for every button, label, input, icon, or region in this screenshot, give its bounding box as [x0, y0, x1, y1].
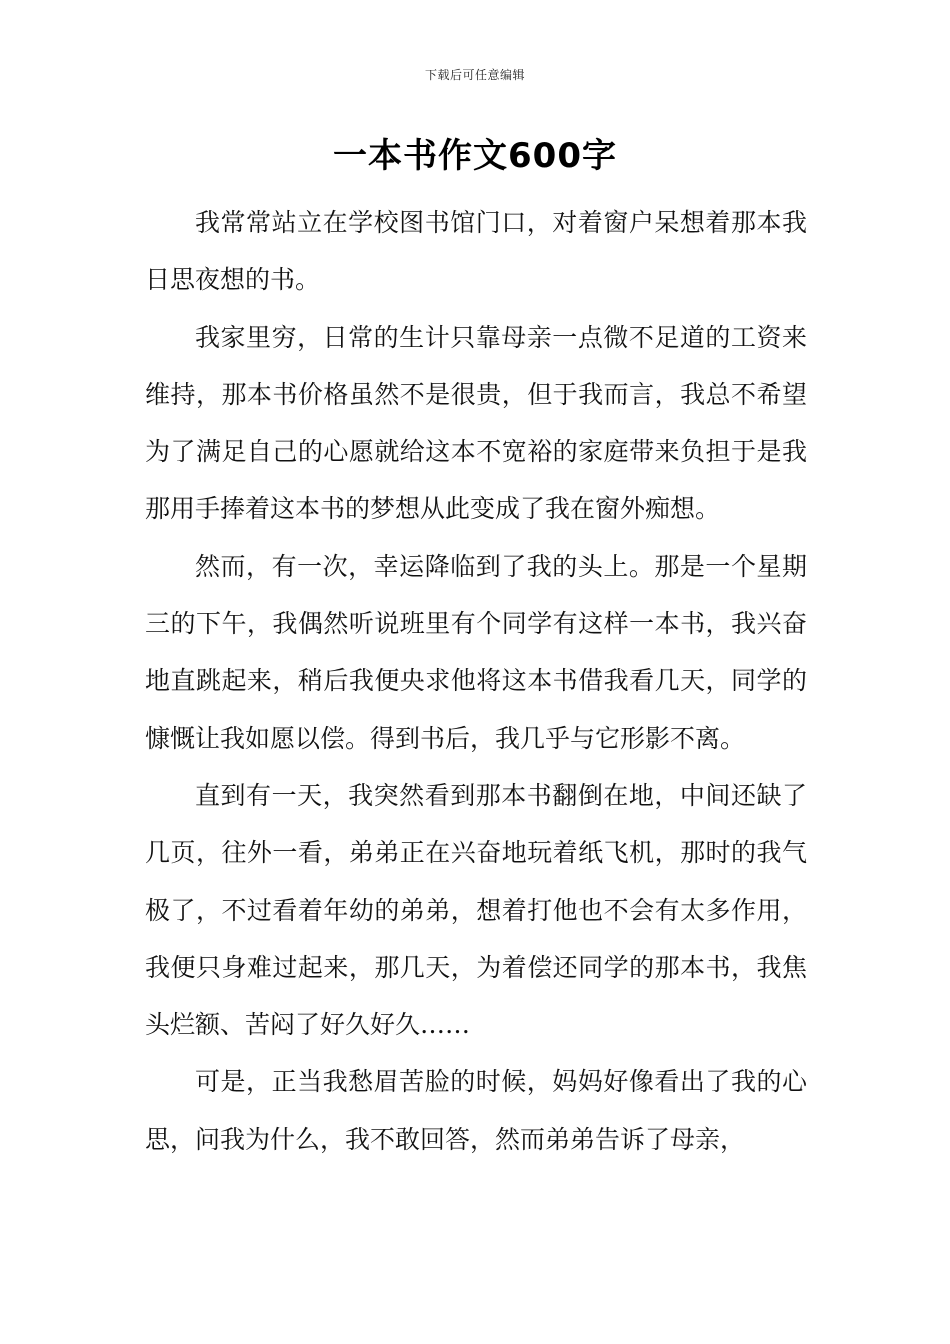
paragraph-1: 我常常站立在学校图书馆门口，对着窗户呆想着那本我日思夜想的书。	[145, 208, 807, 295]
paragraph-5: 可是，正当我愁眉苦脸的时候，妈妈好像看出了我的心思，问我为什么，我不敢回答，然而弟弟告诉了母亲，	[145, 1067, 807, 1154]
essay-body	[145, 194, 807, 1168]
header-note: 下载后可任意编辑	[424, 68, 525, 82]
paragraph-4: 直到有一天，我突然看到那本书翻倒在地，中间还缺了几页，往外一看，弟弟正在兴奋地玩着纸飞机，那时的我气极了，不过看着年幼的弟弟，想着打他也不会有太多作用，我便只身难过起来，那几天，为着偿还同学的那本书，我焦头烂额、苦闷了好久好久……	[145, 780, 807, 1040]
paragraph-3: 然而，有一次，幸运降临到了我的头上。那是一个星期三的下午，我偶然听说班里有个同学有这样一本书，我兴奋地直跳起来，稍后我便央求他将这本书借我看几天，同学的慷慨让我如愿以偿。得到书后，我几乎与它形影不离。	[145, 551, 807, 753]
paragraph-2: 我家里穷，日常的生计只靠母亲一点微不足道的工资来维持，那本书价格虽然不是很贵，但于我而言，我总不希望为了满足自己的心愿就给这本不宽裕的家庭带来负担于是我那用手捧着这本书的梦想从此变成了我在窗外痴想。	[145, 322, 807, 524]
page-title: 一本书作文600字	[333, 136, 617, 176]
